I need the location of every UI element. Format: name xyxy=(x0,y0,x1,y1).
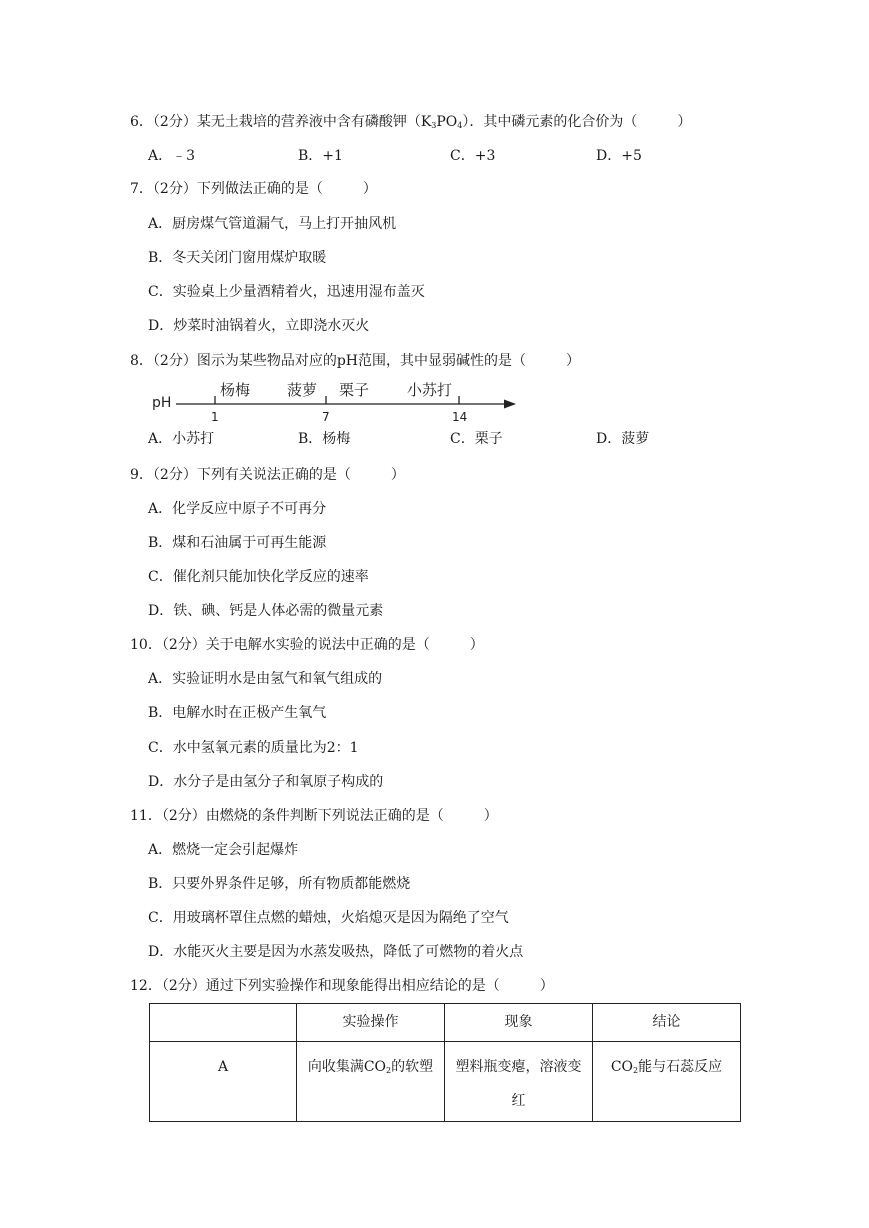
question-7-stem: 7．（2分）下列做法正确的是（ ） xyxy=(130,181,377,197)
option-d: D．+5 xyxy=(596,148,642,164)
option-c: C．+3 xyxy=(450,148,496,164)
option-a: A．﹣3 xyxy=(148,148,196,164)
question-12-table xyxy=(149,1003,741,1122)
question-9-stem: 9．（2分）下列有关说法正确的是（ ） xyxy=(130,467,405,483)
option-d: D．水分子是由氢分子和氧原子构成的 xyxy=(148,774,384,790)
question-12-stem: 12．（2分）通过下列实验操作和现象能得出相应结论的是（ ） xyxy=(130,978,554,994)
option-a: A．厨房煤气管道漏气，马上打开抽风机 xyxy=(148,216,397,232)
option-d: D．炒菜时油锅着火，立即浇水灭火 xyxy=(148,318,370,334)
option-b: B．煤和石油属于可再生能源 xyxy=(148,535,327,551)
option-b: B．只要外界条件足够，所有物质都能燃烧 xyxy=(148,876,411,892)
operation-cell: 向收集满$CO_2$的软塑 xyxy=(297,1042,445,1122)
phenomenon-cell: 塑料瓶变瘪，溶液变 红 xyxy=(445,1042,593,1122)
option-a: A．化学反应中原子不可再分 xyxy=(148,501,327,517)
option-b: B．+1 xyxy=(298,148,343,164)
conclusion-cell: $CO_2$能与石蕊反应 xyxy=(593,1042,741,1122)
ph-item-label: 小苏打 xyxy=(407,381,453,399)
table-header-cell: 实验操作 xyxy=(297,1004,445,1042)
ph-tick-label: 14 xyxy=(452,410,468,424)
option-b: B．杨梅 xyxy=(298,431,351,447)
option-c: C．栗子 xyxy=(450,431,503,447)
option-c: C．实验桌上少量酒精着火，迅速用湿布盖灭 xyxy=(148,284,425,300)
ph-scale-figure xyxy=(148,376,528,428)
option-d: D．铁、碘、钙是人体必需的微量元素 xyxy=(148,603,384,619)
ph-item-label: 菠萝 xyxy=(287,381,318,399)
option-a: A．实验证明水是由氢气和氧气组成的 xyxy=(148,671,383,687)
question-8-stem: 8．（2分）图示为某些物品对应的pH范围，其中显弱碱性的是（ ） xyxy=(130,353,580,369)
option-a: A．燃烧一定会引起爆炸 xyxy=(148,842,299,858)
question-10-stem: 10．（2分）关于电解水实验的说法中正确的是（ ） xyxy=(130,637,484,653)
ph-tick-label: 7 xyxy=(322,410,330,424)
question-6-stem: 6．（2分）某无土栽培的营养液中含有磷酸钾$(K_3PO_4)$．其中磷元素的化合价为（ ） xyxy=(130,114,692,130)
question-6-options xyxy=(148,146,708,166)
table-header-cell: 结论 xyxy=(593,1004,741,1042)
table-header-row xyxy=(150,1004,741,1042)
option-d: D．菠萝 xyxy=(596,431,650,447)
option-b: B．冬天关闭门窗用煤炉取暖 xyxy=(148,250,327,266)
question-8-options xyxy=(148,429,708,449)
question-11-stem: 11．（2分）由燃烧的条件判断下列说法正确的是（ ） xyxy=(130,808,498,824)
ph-axis-arrowhead xyxy=(504,400,516,409)
option-d: D．水能灭火主要是因为水蒸发吸热，降低了可燃物的着火点 xyxy=(148,944,524,960)
option-b: B．电解水时在正极产生氧气 xyxy=(148,705,327,721)
option-c: C．水中氢氧元素的质量比为2：1 xyxy=(148,740,359,756)
option-a: A．小苏打 xyxy=(148,431,215,447)
option-c: C．用玻璃杯罩住点燃的蜡烛，火焰熄灭是因为隔绝了空气 xyxy=(148,910,509,926)
ph-axis-label: pH xyxy=(152,395,172,411)
option-c: C．催化剂只能加快化学反应的速率 xyxy=(148,569,369,585)
ph-item-label: 杨梅 xyxy=(220,381,251,399)
ph-tick-label: 1 xyxy=(211,410,219,424)
table-header-cell: 现象 xyxy=(445,1004,593,1042)
table-row xyxy=(150,1042,741,1122)
row-label-cell: A xyxy=(150,1042,297,1122)
ph-item-label: 栗子 xyxy=(339,381,370,399)
table-header-cell xyxy=(150,1004,297,1042)
